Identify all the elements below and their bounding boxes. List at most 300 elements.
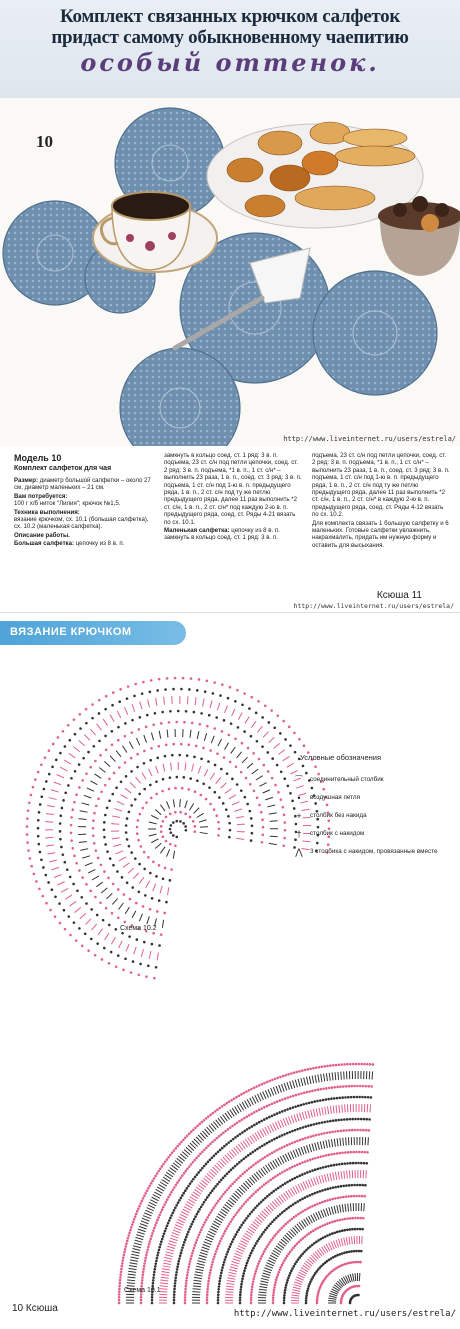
scheme-10-1-chain [253, 1111, 256, 1114]
scheme-10-1-chain [354, 1118, 357, 1121]
scheme-10-1-chain [326, 1120, 329, 1123]
scheme-10-1-chain [212, 1207, 215, 1210]
scheme-10-2-chain [174, 811, 177, 814]
scheme-10-1-chain [260, 1107, 263, 1110]
scheme-10-1-chain [229, 1185, 232, 1188]
scheme-10-1-stitch [308, 1180, 311, 1187]
scheme-10-1-stitch [320, 1141, 322, 1149]
scheme-10-1-chain [178, 1179, 181, 1182]
scheme-10-1-chain [150, 1182, 153, 1185]
scheme-10-2-chain [241, 742, 244, 745]
scheme-10-1-chain [181, 1194, 184, 1197]
scheme-10-1-chain [279, 1213, 282, 1216]
scheme-10-2-chain [196, 779, 199, 782]
scheme-10-1-chain [272, 1294, 275, 1297]
scheme-10-1-stitch [194, 1275, 202, 1276]
scheme-10-1-chain [287, 1073, 290, 1076]
scheme-10-1-chain [227, 1248, 230, 1251]
section-banner [0, 621, 186, 645]
scheme-10-1-chain [274, 1284, 277, 1287]
scheme-10-1-chain [186, 1168, 189, 1171]
scheme-10-2-chain [218, 796, 221, 799]
scheme-10-1-chain [299, 1239, 302, 1242]
scheme-10-1-chain [316, 1203, 319, 1206]
scheme-10-1-stitch [293, 1287, 301, 1289]
scheme-10-2-chain [190, 677, 193, 680]
scheme-10-2-chain [117, 739, 120, 742]
scheme-10-2-chain [280, 798, 283, 801]
scheme-10-2-stitch [195, 697, 196, 705]
scheme-10-2-chain [200, 758, 203, 761]
scheme-10-2-stitch [203, 699, 205, 707]
scheme-10-1-chain [198, 1208, 201, 1211]
scheme-10-1-chain [321, 1224, 324, 1227]
scheme-10-1-chain [340, 1118, 343, 1121]
scheme-10-1-stitch [132, 1249, 140, 1251]
scheme-10-2-chain [117, 888, 120, 891]
scheme-10-1-chain [318, 1066, 321, 1069]
scheme-10-2-chain [42, 866, 45, 869]
scheme-10-2-stitch [103, 719, 108, 726]
scheme-10-1-chain [154, 1224, 157, 1227]
scheme-10-1-chain [240, 1285, 243, 1288]
scheme-10-1-chain [176, 1145, 179, 1148]
scheme-10-1-chain [207, 1144, 210, 1147]
scheme-10-1-stitch [162, 1269, 170, 1270]
scheme-10-2-stitch [70, 901, 77, 906]
scheme-10-1-chain [173, 1186, 176, 1189]
scheme-10-2-chain [51, 766, 54, 769]
scheme-10-1-chain [205, 1146, 208, 1149]
scheme-10-2-chain [134, 683, 137, 686]
scheme-10-1-chain [233, 1236, 236, 1239]
page-footer: 10 Ксюша [12, 1303, 58, 1314]
scheme-10-1-chain [353, 1184, 356, 1187]
scheme-10-2-chain [220, 768, 223, 771]
magazine-page-11 [0, 0, 460, 612]
scheme-10-2-chain [78, 869, 81, 872]
scheme-10-2-chain [217, 821, 220, 824]
scheme-10-2-chain [64, 791, 67, 794]
scheme-10-1-chain [252, 1209, 255, 1212]
scheme-10-1-chain [153, 1274, 156, 1277]
scheme-10-2-stitch [204, 733, 206, 741]
scheme-10-1-chain [199, 1153, 202, 1156]
scheme-10-1-stitch [273, 1123, 276, 1130]
scheme-10-1-chain [281, 1146, 284, 1149]
scheme-10-1-chain [248, 1196, 251, 1199]
scheme-10-2-chain [182, 822, 185, 825]
scheme-10-2-chain [81, 944, 84, 947]
scheme-10-1-chain [279, 1172, 282, 1175]
scheme-10-1-chain [206, 1216, 209, 1219]
scheme-10-1-chain [195, 1157, 198, 1160]
scheme-10-1-chain [156, 1257, 159, 1260]
scheme-10-1-chain [141, 1282, 144, 1285]
scheme-10-1-chain [333, 1097, 336, 1100]
scheme-10-1-chain [151, 1232, 154, 1235]
scheme-10-2-stitch [160, 805, 165, 811]
scheme-10-1-stitch [341, 1072, 342, 1080]
scheme-10-1-chain [343, 1118, 346, 1121]
scheme-10-1-chain [205, 1219, 208, 1222]
scheme-10-1-chain [361, 1228, 364, 1231]
scheme-10-2-chain [217, 834, 220, 837]
scheme-10-1-chain [286, 1144, 289, 1147]
text-column-2 [164, 452, 302, 543]
scheme-10-2-chain [130, 770, 133, 773]
scheme-10-2-chain [136, 826, 139, 829]
scheme-10-2-stitch [237, 752, 242, 758]
scheme-10-1-stitch [180, 1214, 187, 1218]
scheme-10-1-stitch [372, 1071, 373, 1079]
scheme-10-1-stitch [259, 1289, 267, 1290]
scheme-10-1-chain [158, 1214, 161, 1217]
scheme-10-1-chain [207, 1285, 210, 1288]
chain-stitch-icon: • [297, 793, 301, 803]
scheme-10-2-chain [121, 932, 124, 935]
scheme-10-1-chain [316, 1168, 319, 1171]
watermark-url: http://www.liveinternet.ru/users/estrela/ [293, 602, 454, 610]
scheme-10-1-chain [212, 1112, 215, 1115]
scheme-10-2-stitch [274, 743, 280, 748]
scheme-10-1-chain [344, 1151, 347, 1154]
scheme-10-1-chain [359, 1129, 362, 1132]
scheme-10-2-chain [161, 790, 164, 793]
scheme-10-2-chain [108, 924, 111, 927]
scheme-10-1-stitch [226, 1289, 234, 1290]
scheme-10-1-stitch [327, 1174, 329, 1182]
scheme-10-1-chain [278, 1148, 281, 1151]
scheme-10-1-stitch [226, 1286, 234, 1287]
scheme-10-1-chain [279, 1228, 282, 1231]
scheme-10-1-chain [293, 1071, 296, 1074]
scheme-10-1-stitch [163, 1266, 171, 1267]
scheme-10-2-chain [139, 963, 142, 966]
scheme-10-1-chain [119, 1279, 122, 1282]
scheme-10-1-chain [190, 1223, 193, 1226]
scheme-10-1-chain [231, 1125, 234, 1128]
scheme-10-1-chain [254, 1162, 257, 1165]
scheme-10-2-chain [165, 840, 168, 843]
scheme-10-1-chain [118, 1296, 121, 1299]
scheme-10-1-chain [269, 1241, 272, 1244]
scheme-10-1-chain [222, 1131, 225, 1134]
scheme-10-1-chain [288, 1167, 291, 1170]
scheme-10-1-chain [156, 1254, 159, 1257]
scheme-10-1-chain [227, 1141, 230, 1144]
scheme-10-2-chain [143, 788, 146, 791]
scheme-10-2-stitch [242, 757, 248, 763]
scheme-10-2-stitch [45, 837, 53, 838]
scheme-10-1-chain [118, 1287, 121, 1290]
scheme-10-1-chain [146, 1251, 149, 1254]
scheme-10-2-chain [283, 777, 286, 780]
legend-item [288, 830, 448, 838]
scheme-10-1-chain [302, 1210, 305, 1213]
scheme-10-2-stitch [229, 795, 236, 799]
scheme-10-1-chain [162, 1235, 165, 1238]
scheme-10-1-chain [142, 1273, 145, 1276]
scheme-10-2-chain [179, 820, 182, 823]
scheme-10-1-chain [201, 1150, 204, 1153]
scheme-10-2-chain [223, 756, 226, 759]
scheme-10-2-chain [108, 799, 111, 802]
scheme-10-2-chain [123, 893, 126, 896]
scheme-10-2-stitch [157, 952, 158, 960]
scheme-10-1-stitch [318, 1075, 319, 1083]
scheme-10-2-chain [55, 759, 58, 762]
scheme-10-1-stitch [164, 1257, 172, 1259]
scheme-10-2-chain [221, 683, 224, 686]
scheme-10-2-chain [112, 864, 115, 867]
scheme-10-1-stitch [323, 1209, 326, 1217]
scheme-10-1-chain [273, 1101, 276, 1104]
scheme-10-1-chain [275, 1217, 278, 1220]
scheme-10-1-chain [261, 1233, 264, 1236]
scheme-10-2-chain [165, 901, 168, 904]
scheme-10-1-chain [282, 1184, 285, 1187]
scheme-10-1-chain [317, 1293, 320, 1296]
scheme-10-2-chain [276, 764, 279, 767]
scheme-10-2-chain [204, 690, 207, 693]
scheme-10-1-chain [197, 1171, 200, 1174]
scheme-10-1-chain [237, 1228, 240, 1231]
scheme-10-1-chain [217, 1299, 220, 1302]
scheme-10-2-chain [133, 695, 136, 698]
scheme-10-1-chain [235, 1233, 238, 1236]
scheme-10-1-chain [282, 1075, 285, 1078]
scheme-10-1-stitch [225, 1295, 233, 1296]
scheme-10-1-stitch [326, 1073, 327, 1081]
scheme-10-1-chain [354, 1217, 357, 1220]
scheme-10-1-chain [189, 1260, 192, 1263]
scheme-10-1-chain [336, 1219, 339, 1222]
scheme-10-1-chain [187, 1185, 190, 1188]
scheme-10-1-chain [243, 1171, 246, 1174]
scheme-10-1-stitch [227, 1278, 235, 1280]
scheme-10-1-chain [258, 1121, 261, 1124]
scheme-10-1-chain [248, 1114, 251, 1117]
scheme-10-1-chain [326, 1222, 329, 1225]
scheme-10-2-chain [85, 708, 88, 711]
scheme-10-2-chain [73, 855, 76, 858]
scheme-10-1-chain [188, 1263, 191, 1266]
scheme-10-1-chain [200, 1206, 203, 1209]
scheme-10-1-chain [358, 1195, 361, 1198]
scheme-10-1-chain [273, 1289, 276, 1292]
scheme-10-2-chain [172, 834, 175, 837]
scheme-10-1-chain [288, 1219, 291, 1222]
scheme-10-2-chain [282, 720, 285, 723]
scheme-10-1-chain [274, 1175, 277, 1178]
scheme-10-1-chain [217, 1151, 220, 1154]
scheme-10-1-stitch [172, 1233, 179, 1236]
scheme-10-1-stitch [129, 1266, 137, 1267]
scheme-10-1-chain [266, 1154, 269, 1157]
scheme-10-2-chain [177, 710, 180, 713]
scheme-10-1-chain [331, 1086, 334, 1089]
scheme-10-1-chain [365, 1118, 368, 1121]
scheme-10-2-chain [160, 722, 163, 725]
scheme-10-2-chain [194, 790, 197, 793]
scheme-10-2-chain [155, 875, 158, 878]
scheme-10-1-chain [223, 1104, 226, 1107]
scheme-10-1-chain [314, 1168, 317, 1171]
scheme-10-2-chain [94, 760, 97, 763]
scheme-10-1-chain [319, 1226, 322, 1229]
scheme-10-2-chain [124, 735, 127, 738]
needs-label: Вам потребуется: [14, 492, 68, 500]
scheme-10-1-chain [203, 1148, 206, 1151]
scheme-10-1-chain [348, 1184, 351, 1187]
scheme-10-1-stitch [127, 1280, 135, 1281]
scheme-10-2-chain [141, 807, 144, 810]
scheme-10-2-stitch [251, 721, 256, 727]
scheme-10-1-chain [248, 1089, 251, 1092]
scheme-10-1-chain [316, 1295, 319, 1298]
scheme-10-1-stitch [284, 1083, 287, 1091]
scheme-10-1-stitch [262, 1276, 270, 1278]
scheme-10-2-stitch [111, 824, 119, 825]
scheme-10-1-chain [304, 1209, 307, 1212]
scheme-10-1-chain [194, 1244, 197, 1247]
scheme-10-2-chain [93, 812, 96, 815]
scheme-10-1-chain [209, 1269, 212, 1272]
scheme-10-1-chain [281, 1264, 284, 1267]
scheme-10-1-chain [180, 1197, 183, 1200]
scheme-10-1-stitch [322, 1175, 324, 1183]
scheme-10-2-chain [234, 737, 237, 740]
scheme-10-2-chain [95, 849, 98, 852]
scheme-10-2-chain [54, 895, 57, 898]
watermark-url: http://www.liveinternet.ru/users/estrela/ [283, 435, 456, 443]
scheme-10-1-chain [335, 1064, 338, 1067]
scheme-10-1-chain [207, 1282, 210, 1285]
scheme-10-1-stitch [229, 1272, 237, 1274]
scheme-10-2-chain [261, 841, 264, 844]
scheme-10-1-chain [299, 1139, 302, 1142]
scheme-10-1-chain [359, 1184, 362, 1187]
scheme-10-1-chain [319, 1088, 322, 1091]
scheme-10-1-chain [304, 1069, 307, 1072]
scheme-10-2-chain [261, 745, 264, 748]
scheme-10-1-chain [166, 1224, 169, 1227]
scheme-10-1-chain [213, 1187, 216, 1190]
scheme-10-2-stitch [117, 711, 121, 718]
scheme-10-2-chain [117, 954, 120, 957]
scheme-10-2-stitch [155, 843, 161, 848]
scheme-10-2-stitch [265, 797, 273, 800]
scheme-10-1-stitch [252, 1097, 256, 1104]
scheme-10-1-chain [345, 1195, 348, 1198]
scheme-10-2-stitch [104, 761, 110, 766]
scheme-10-1-chain [214, 1110, 217, 1113]
scheme-10-1-chain [350, 1250, 353, 1253]
scheme-10-1-chain [149, 1240, 152, 1243]
scheme-10-1-chain [273, 1113, 276, 1116]
scheme-10-1-chain [318, 1122, 321, 1125]
scheme-10-2-chain [35, 880, 38, 883]
scheme-10-1-chain [259, 1235, 262, 1238]
scheme-10-2-chain [284, 829, 287, 832]
scheme-10-1-chain [241, 1118, 244, 1121]
scheme-10-1-chain [212, 1258, 215, 1261]
scheme-10-1-chain [243, 1203, 246, 1206]
scheme-10-2-chain [237, 726, 240, 729]
scheme-10-1-chain [173, 1288, 176, 1291]
scheme-10-1-stitch [196, 1266, 204, 1268]
scheme-10-1-chain [246, 1262, 249, 1265]
scheme-10-1-stitch [294, 1115, 297, 1123]
scheme-10-1-stitch [129, 1268, 137, 1269]
scheme-10-1-chain [147, 1187, 150, 1190]
scheme-10-1-stitch [326, 1140, 328, 1148]
scheme-10-2-chain [202, 747, 205, 750]
scheme-10-1-chain [204, 1221, 207, 1224]
scheme-10-2-chain [59, 752, 62, 755]
scheme-10-1-chain [164, 1230, 167, 1233]
scheme-10-2-stitch [79, 819, 87, 820]
scheme-10-1-chain [255, 1085, 258, 1088]
scheme-10-1-chain [140, 1299, 143, 1302]
scheme-10-1-chain [343, 1263, 346, 1266]
scheme-10-2-chain [64, 928, 67, 931]
scheme-10-1-chain [153, 1271, 156, 1274]
scheme-10-2-stitch [139, 877, 144, 884]
scheme-10-1-chain [218, 1181, 221, 1184]
scheme-10-1-stitch [198, 1258, 206, 1260]
scheme-10-1-chain [311, 1169, 314, 1172]
scheme-10-1-chain [185, 1285, 188, 1288]
scheme-10-1-chain [157, 1251, 160, 1254]
scheme-10-1-chain [281, 1171, 284, 1174]
small-doily-instructions: подъема, 23 ст. с/н под петли цепочки, соед. ст. 2 ряд: 3 в. п. подъема, *1 в. п., 1 ст. с/н* – выполнить 23 раза, 1 в. п., соед. ст. 3 ряд: 3 в. п. подъема, 1 ст. с/н под 1-ю в. п. предыдущего ряда, 1 в. п., 2 ст. с/н под ту же петлю предыдущего ряда, далее 11 раз выполнить *2 ст. с/н, 1 в. п., 2 ст. с/н* в каждую 2-ю в. п. предыдущего ряда, соед. ст. Ряды 4-12 вязать по сх. 10.2. [312, 452, 450, 519]
scheme-10-1-stitch [321, 1074, 322, 1082]
scheme-10-1-stitch [250, 1098, 254, 1105]
scheme-10-1-chain [252, 1280, 255, 1283]
scheme-10-1-chain [281, 1211, 284, 1214]
scheme-10-1-chain [152, 1282, 155, 1285]
scheme-10-1-chain [329, 1120, 332, 1123]
scheme-10-1-chain [310, 1231, 313, 1234]
scheme-10-1-chain [308, 1102, 311, 1105]
scheme-10-1-chain [284, 1097, 287, 1100]
scheme-10-1-chain [324, 1200, 327, 1203]
scheme-10-1-stitch [261, 1278, 269, 1280]
scheme-10-1-chain [224, 1256, 227, 1259]
scheme-10-1-stitch [258, 1295, 266, 1296]
scheme-10-1-chain [148, 1184, 151, 1187]
scheme-10-1-chain [264, 1156, 267, 1159]
legend-item [288, 848, 448, 856]
scheme-10-1-stitch [144, 1213, 151, 1216]
scheme-10-2-stitch [92, 876, 99, 880]
scheme-10-1-chain [268, 1080, 271, 1083]
scheme-10-1-stitch [171, 1235, 179, 1238]
scheme-10-2-chain [126, 838, 129, 841]
scheme-10-2-chain [175, 836, 178, 839]
scheme-10-1-chain [238, 1120, 241, 1123]
scheme-10-2-chain [116, 870, 119, 873]
scheme-10-2-chain [47, 881, 50, 884]
scheme-10-2-chain [93, 842, 96, 845]
scheme-10-1-chain [329, 1233, 332, 1236]
scheme-10-1-chain [179, 1254, 182, 1257]
scheme-10-1-chain [193, 1247, 196, 1250]
scheme-10-1-chain [236, 1211, 239, 1214]
scheme-10-2-stitch [217, 703, 220, 711]
